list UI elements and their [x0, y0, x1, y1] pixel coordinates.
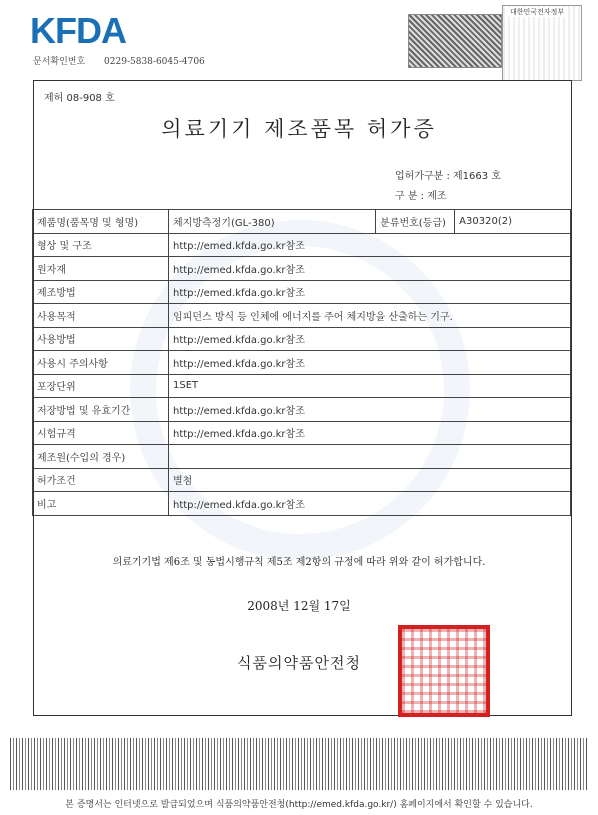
- row-value: A30320(2): [455, 210, 571, 234]
- row-label: 포장단위: [33, 374, 169, 398]
- table-row: [33, 233, 571, 257]
- row-label: 사용목적: [33, 304, 169, 328]
- table-row: [33, 398, 571, 422]
- kfda-logo: KFDA: [30, 10, 126, 51]
- document-check-number: [33, 54, 221, 67]
- row-label: 저장방법 및 유효기간: [33, 398, 169, 422]
- issue-date: 2008년 12월 17일: [247, 599, 351, 613]
- row-value: http://emed.kfda.go.kr참조: [169, 257, 571, 281]
- row-label: 제조원(수입의 경우): [33, 445, 169, 469]
- doc-check-label: 문서확인번호: [33, 57, 86, 67]
- row-value: 체지방측정기(GL-380): [169, 210, 376, 234]
- permit-category: 구 분 : 제조: [395, 191, 447, 202]
- permit-number: 제허 08-908 호: [44, 93, 115, 104]
- table-row: [33, 445, 571, 469]
- table-row: [33, 421, 571, 445]
- table-row: [33, 374, 571, 398]
- row-value: http://emed.kfda.go.kr참조: [169, 233, 571, 257]
- table-row: [33, 327, 571, 351]
- row-label: 원자재: [33, 257, 169, 281]
- row-value: http://emed.kfda.go.kr참조: [169, 280, 571, 304]
- row-label: 제조방법: [33, 280, 169, 304]
- table-row: [33, 280, 571, 304]
- table-row: [33, 257, 571, 281]
- e-government-label: 대한민국전자정부: [510, 8, 565, 16]
- product-info-table: [32, 209, 571, 516]
- row-value: http://emed.kfda.go.kr참조: [169, 327, 571, 351]
- row-value: 별첨: [169, 468, 571, 492]
- row-label: 제품명(품목명 및 형명): [33, 210, 169, 234]
- row-value: http://emed.kfda.go.kr참조: [169, 421, 571, 445]
- row-value: 1SET: [169, 374, 571, 398]
- table-row: [33, 492, 571, 516]
- row-value: [169, 445, 571, 469]
- table-row: [33, 210, 571, 234]
- row-label: 비고: [33, 492, 169, 516]
- certificate-title: 의료기기 제조품목 허가증: [161, 117, 437, 141]
- table-row: [33, 351, 571, 375]
- row-value: http://emed.kfda.go.kr참조: [169, 492, 571, 516]
- row-label: 사용시 주의사항: [33, 351, 169, 375]
- row-label: 시험규격: [33, 421, 169, 445]
- security-pattern: [408, 14, 502, 68]
- doc-check-value: 0229-5838-6045-4706: [104, 57, 205, 67]
- security-barcode: [10, 738, 588, 790]
- row-value: http://emed.kfda.go.kr참조: [169, 351, 571, 375]
- row-label: 허가조건: [33, 468, 169, 492]
- issuing-authority: 식품의약품안전청: [237, 654, 361, 672]
- business-permit-number: 업허가구분 : 제1663 호: [395, 171, 501, 182]
- legal-basis-text: 의료기기법 제6조 및 동법시행규칙 제5조 제2항의 규정에 따라 위와 같이 허가합니다.: [112, 557, 486, 568]
- row-label: 분류번호(등급): [376, 210, 455, 234]
- table-row: [33, 468, 571, 492]
- table-row: [33, 304, 571, 328]
- footer-note: 본 증명서는 인터넷으로 발급되었으며 식품의약품안전청(http://emed.kfda.go.kr/) 홈페이지에서 확인할 수 있습니다.: [65, 800, 533, 810]
- row-value: http://emed.kfda.go.kr참조: [169, 398, 571, 422]
- row-value: 임피던스 방식 등 인체에 에너지를 주어 체지방을 산출하는 기구.: [169, 304, 571, 328]
- row-label: 형상 및 구조: [33, 233, 169, 257]
- row-label: 사용방법: [33, 327, 169, 351]
- official-seal: [398, 625, 490, 717]
